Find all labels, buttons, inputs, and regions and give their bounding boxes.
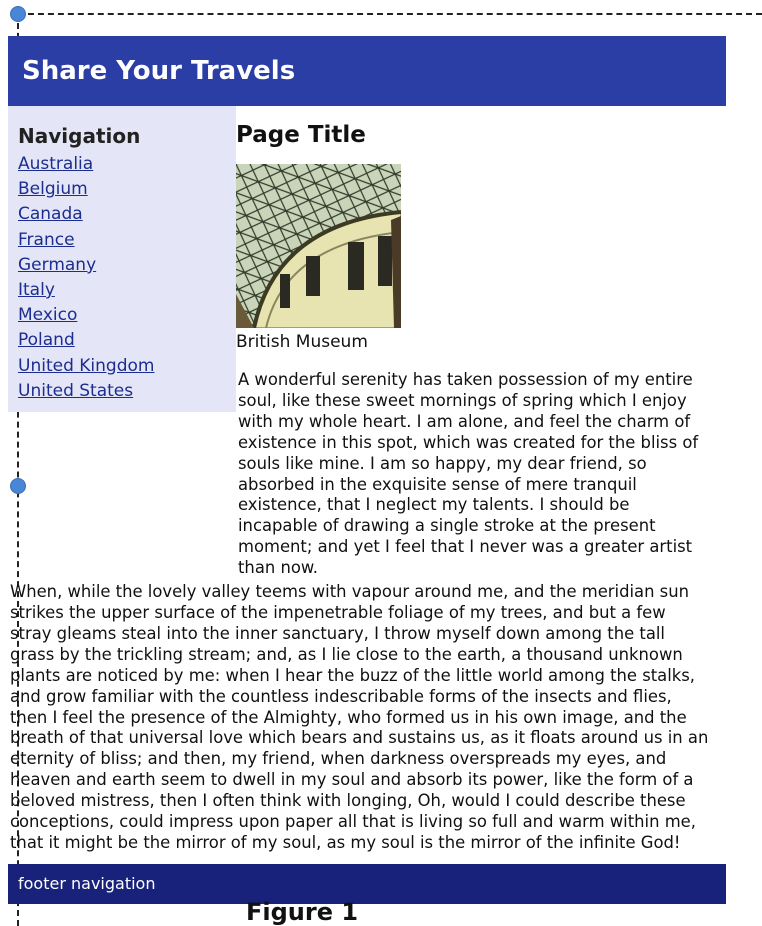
paragraph-1: A wonderful serenity has taken possession of my entire soul, like these sweet mornings of spring which I enjoy with my whole heart. I am alone, and feel the charm of existence in this spot, which was created for the bliss of souls like mine. I am so happy, my dear friend, so absorbed in the exquisite sense of mere tranquil existence, that I neglect my talents. I should be incapable of drawing a single stroke at the present moment; and yet I feel that I never was a greater artist than now. bbox=[238, 370, 699, 578]
nav-link-poland[interactable]: Poland bbox=[18, 330, 75, 351]
nav-link-canada[interactable]: Canada bbox=[18, 204, 83, 225]
footer-navigation[interactable]: footer navigation bbox=[18, 874, 156, 894]
image-caption: British Museum bbox=[236, 332, 368, 352]
nav-link-united-kingdom[interactable]: United Kingdom bbox=[18, 355, 155, 376]
paragraph-2: When, while the lovely valley teems with vapour around me, and the meridian sun strikes the upper surface of the impenetrable foliage of my trees, and but a few stray gleams steal into the inner sanctuary, I throw myself down among the tall grass by the trickling stream; and, as I lie close to the earth, a thousand unknown plants are noticed by me: when I hear the buzz of the little world among the stalks, and grow familiar with the countless indescribable forms of the insects and flies, then I feel the presence of the Almighty, who formed us in his own image, and the breath of that universal love which bears and sustains us, as it floats around us in an eternity of bliss; and then, my friend, when darkness overspreads my eyes, and heaven and earth seem to dwell in my soul and absorb its power, like the form of a beloved mistress, then I often think with longing, Oh, would I could describe these conceptions, could impress upon paper all that is living so full and warm within me, that it might be the mirror of my soul, as my soul is the mirror of the infinite God! bbox=[10, 582, 709, 852]
figure-caption: Figure 1 bbox=[246, 898, 359, 926]
guide-dot-top bbox=[10, 6, 26, 22]
site-header bbox=[8, 36, 726, 106]
nav-link-germany[interactable]: Germany bbox=[18, 254, 97, 275]
site-title: Share Your Travels bbox=[22, 56, 296, 86]
nav-link-italy[interactable]: Italy bbox=[18, 280, 55, 301]
british-museum-image bbox=[236, 164, 401, 328]
content-area bbox=[8, 106, 726, 854]
nav-link-mexico[interactable]: Mexico bbox=[18, 305, 78, 326]
nav-link-australia[interactable]: Australia bbox=[18, 154, 94, 174]
sidebar-navigation bbox=[8, 106, 236, 412]
page bbox=[8, 36, 726, 904]
nav-heading: Navigation bbox=[18, 124, 141, 148]
site-footer bbox=[8, 864, 726, 904]
page-title: Page Title bbox=[236, 122, 366, 148]
article-body bbox=[8, 370, 718, 854]
guide-line-horizontal bbox=[18, 13, 762, 15]
nav-link-united-states[interactable]: United States bbox=[18, 380, 134, 401]
nav-link-belgium[interactable]: Belgium bbox=[18, 179, 88, 200]
nav-link-france[interactable]: France bbox=[18, 229, 75, 250]
